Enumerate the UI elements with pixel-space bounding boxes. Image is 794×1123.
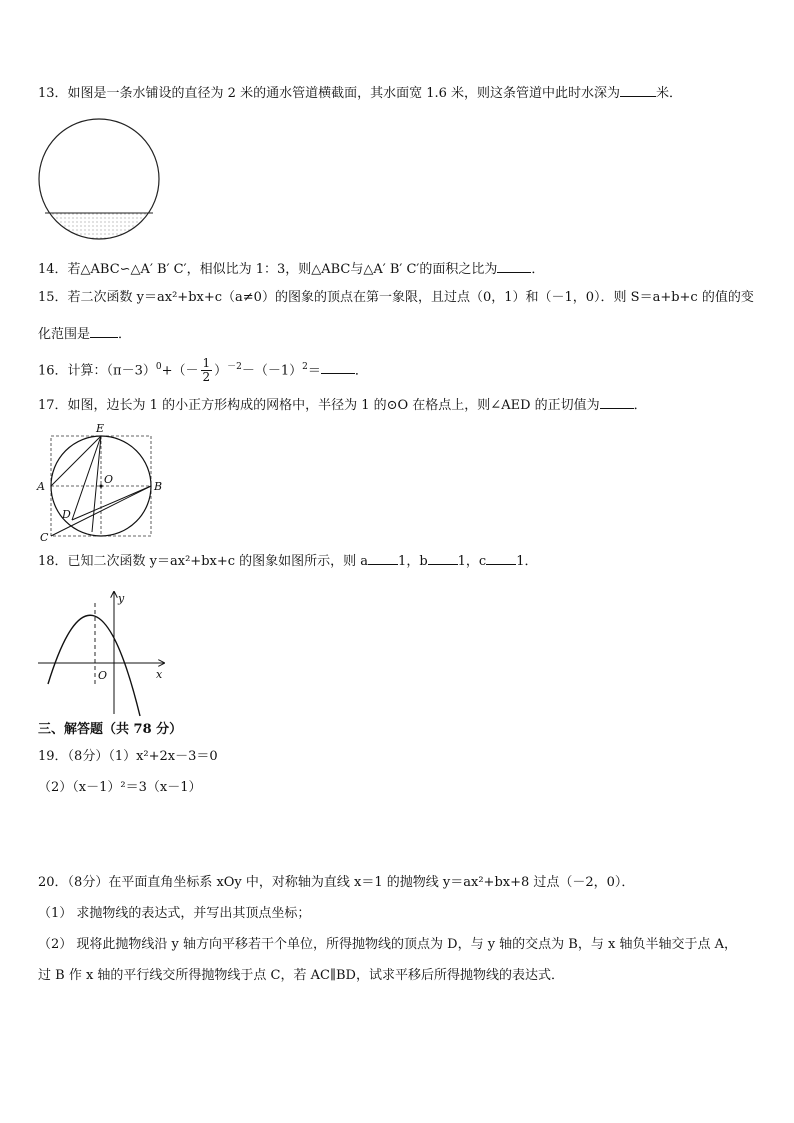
- section-heading: 三、解答题（共 78 分）: [38, 722, 183, 737]
- q15-end: ．: [118, 327, 132, 342]
- question-13: [38, 84, 682, 102]
- q17-text: 17．如图，边长为 1 的小正方形构成的网格中，半径为 1 的⊙O 在格点上，则∠AED 的正切值为: [38, 398, 600, 413]
- label-O: O: [104, 473, 114, 486]
- q14-text: 14．若△ABC∽△A′ B′ C′，相似比为 1：3，则△ABC与△A′ B′ C′的面积之比为: [38, 262, 498, 277]
- answer-blank: [428, 552, 458, 565]
- question-15-cont: [38, 325, 131, 343]
- question-20-part1: （1） 求抛物线的表达式，并写出其顶点坐标；: [38, 906, 311, 921]
- label-E: E: [96, 422, 105, 435]
- q16-text-c: ）: [214, 363, 228, 379]
- answer-blank: [486, 552, 516, 565]
- fraction-denominator: 2: [202, 370, 211, 385]
- q18-text-c: 1，c: [457, 554, 487, 569]
- q16-end: ．: [354, 363, 368, 379]
- answer-blank: [368, 552, 398, 565]
- q16-text-b: +（－: [161, 363, 199, 379]
- question-19: 19．（8分）（1）x²+2x－3＝0: [38, 749, 218, 764]
- parabola-curve: [48, 615, 140, 716]
- question-15: [38, 290, 754, 306]
- q16-text: 16．计算：（π－3）: [38, 363, 156, 379]
- water-region: [36, 213, 162, 245]
- q16-equals: ＝: [307, 363, 321, 379]
- fraction-numerator: 1: [202, 356, 211, 371]
- q18-text-a: 18．已知二次函数 y＝ax²+bx+c 的图象如图所示，则 a: [38, 554, 369, 569]
- segment-AE: [51, 436, 101, 486]
- q14-end: ．: [531, 262, 545, 277]
- answer-blank: [90, 325, 118, 338]
- pipe-cross-section-figure: [36, 113, 162, 245]
- answer-blank: [321, 361, 355, 374]
- label-D: D: [62, 508, 71, 521]
- question-14: [38, 260, 544, 278]
- q15-text-cont: 化范围是: [38, 327, 91, 342]
- answer-blank: [497, 260, 531, 273]
- exponent: 0: [155, 362, 162, 372]
- label-B: B: [154, 480, 163, 493]
- q18-text-b: 1，b: [398, 554, 428, 569]
- label-x: x: [156, 668, 163, 681]
- question-20-part2: （2） 现将此抛物线沿 y 轴方向平移若干个单位，所得抛物线的顶点为 D，与 y 轴的交点为 B，与 x 轴负半轴交于点 A，: [38, 937, 737, 952]
- q16-text-d: －（－1）: [241, 363, 303, 379]
- circle-grid-figure: [34, 420, 164, 542]
- label-y: y: [118, 592, 125, 605]
- q15-text: 15．若二次函数 y＝ax²+bx+c（a≠0）的图象的顶点在第一象限，且过点（0，1）和（－1，0）．则 S＝a+b+c 的值的变: [38, 290, 754, 305]
- answer-blank: [600, 396, 634, 409]
- q13-unit: 米．: [656, 86, 683, 101]
- question-17: [38, 396, 647, 414]
- fraction-one-half: [201, 357, 213, 384]
- question-20-part2-cont: 过 B 作 x 轴的平行线交所得抛物线于点 C，若 AC∥BD，试求平移后所得抛物线的表达式．: [38, 968, 564, 983]
- question-16: [38, 352, 368, 386]
- label-A: A: [37, 480, 45, 493]
- question-19-part2: （2）（x－1）²＝3（x－1）: [38, 780, 202, 795]
- label-C: C: [40, 531, 49, 542]
- segment-DB: [72, 486, 151, 520]
- q17-end: ．: [633, 398, 647, 413]
- answer-blank: [620, 84, 656, 97]
- q18-text-d: 1．: [516, 554, 538, 569]
- question-20: 20．（8分）在平面直角坐标系 xOy 中，对称轴为直线 x＝1 的抛物线 y＝ax²+bx+8 过点（－2，0）．: [38, 875, 635, 890]
- exponent: －2: [227, 362, 242, 372]
- q13-text: 13．如图是一条水铺设的直径为 2 米的通水管道横截面，其水面宽 1.6 米，则这条管道中此时水深为: [38, 86, 621, 101]
- parabola-figure: [34, 588, 174, 718]
- center-point: [99, 484, 102, 487]
- question-18: [38, 552, 537, 570]
- label-origin: O: [98, 669, 108, 682]
- exponent: 2: [302, 362, 308, 372]
